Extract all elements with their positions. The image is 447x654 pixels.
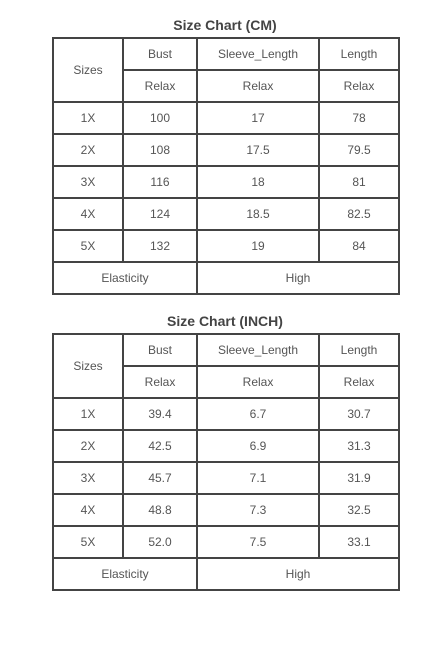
sleeve-length-cell: 6.7 bbox=[197, 398, 319, 430]
bust-cell: 48.8 bbox=[123, 494, 197, 526]
table-row bbox=[53, 166, 399, 198]
bust-cell: 45.7 bbox=[123, 462, 197, 494]
table-row bbox=[53, 134, 399, 166]
bust-subheader: Relax bbox=[123, 366, 197, 398]
elasticity-label: Elasticity bbox=[53, 262, 197, 294]
table-row bbox=[53, 398, 399, 430]
sizes-header: Sizes bbox=[53, 38, 123, 102]
size-cell: 1X bbox=[53, 398, 123, 430]
bust-header: Bust bbox=[123, 334, 197, 366]
length-subheader: Relax bbox=[319, 366, 399, 398]
size-cell: 3X bbox=[53, 166, 123, 198]
sleeve-length-cell: 17 bbox=[197, 102, 319, 134]
sizes-header: Sizes bbox=[53, 334, 123, 398]
sleeve-length-cell: 7.3 bbox=[197, 494, 319, 526]
sleeve-length-cell: 7.5 bbox=[197, 526, 319, 558]
length-cell: 31.3 bbox=[319, 430, 399, 462]
elasticity-value: High bbox=[197, 558, 399, 590]
sleeve-length-cell: 7.1 bbox=[197, 462, 319, 494]
length-cell: 82.5 bbox=[319, 198, 399, 230]
length-header: Length bbox=[319, 38, 399, 70]
bust-header: Bust bbox=[123, 38, 197, 70]
length-cell: 32.5 bbox=[319, 494, 399, 526]
table-row bbox=[53, 494, 399, 526]
size-chart-cm-table bbox=[52, 37, 400, 295]
size-cell: 2X bbox=[53, 430, 123, 462]
length-cell: 33.1 bbox=[319, 526, 399, 558]
bust-cell: 124 bbox=[123, 198, 197, 230]
length-cell: 81 bbox=[319, 166, 399, 198]
sleeve-length-subheader: Relax bbox=[197, 366, 319, 398]
table-row bbox=[53, 230, 399, 262]
bust-cell: 42.5 bbox=[123, 430, 197, 462]
length-header: Length bbox=[319, 334, 399, 366]
sleeve-length-subheader: Relax bbox=[197, 70, 319, 102]
bust-cell: 100 bbox=[123, 102, 197, 134]
length-cell: 79.5 bbox=[319, 134, 399, 166]
size-chart-inch-table bbox=[52, 333, 400, 591]
size-chart-inch-title: Size Chart (INCH) bbox=[167, 313, 283, 329]
size-cell: 5X bbox=[53, 526, 123, 558]
table-row bbox=[53, 102, 399, 134]
sleeve-length-cell: 18.5 bbox=[197, 198, 319, 230]
bust-cell: 108 bbox=[123, 134, 197, 166]
size-cell: 5X bbox=[53, 230, 123, 262]
table-row bbox=[53, 526, 399, 558]
size-cell: 4X bbox=[53, 494, 123, 526]
table-row bbox=[53, 198, 399, 230]
size-cell: 2X bbox=[53, 134, 123, 166]
sleeve-length-cell: 18 bbox=[197, 166, 319, 198]
length-cell: 84 bbox=[319, 230, 399, 262]
size-cell: 3X bbox=[53, 462, 123, 494]
table-row bbox=[53, 462, 399, 494]
sleeve-length-cell: 17.5 bbox=[197, 134, 319, 166]
elasticity-value: High bbox=[197, 262, 399, 294]
header-row bbox=[53, 334, 399, 366]
header-row bbox=[53, 38, 399, 70]
elasticity-label: Elasticity bbox=[53, 558, 197, 590]
bust-subheader: Relax bbox=[123, 70, 197, 102]
table-row bbox=[53, 430, 399, 462]
length-subheader: Relax bbox=[319, 70, 399, 102]
size-cell: 4X bbox=[53, 198, 123, 230]
length-cell: 30.7 bbox=[319, 398, 399, 430]
bust-cell: 132 bbox=[123, 230, 197, 262]
bust-cell: 39.4 bbox=[123, 398, 197, 430]
length-cell: 78 bbox=[319, 102, 399, 134]
elasticity-row bbox=[53, 262, 399, 294]
sleeve-length-cell: 6.9 bbox=[197, 430, 319, 462]
size-cell: 1X bbox=[53, 102, 123, 134]
sleeve-length-cell: 19 bbox=[197, 230, 319, 262]
sleeve-length-header: Sleeve_Length bbox=[197, 334, 319, 366]
size-chart-cm-title: Size Chart (CM) bbox=[173, 17, 277, 33]
length-cell: 31.9 bbox=[319, 462, 399, 494]
bust-cell: 116 bbox=[123, 166, 197, 198]
elasticity-row bbox=[53, 558, 399, 590]
bust-cell: 52.0 bbox=[123, 526, 197, 558]
sleeve-length-header: Sleeve_Length bbox=[197, 38, 319, 70]
